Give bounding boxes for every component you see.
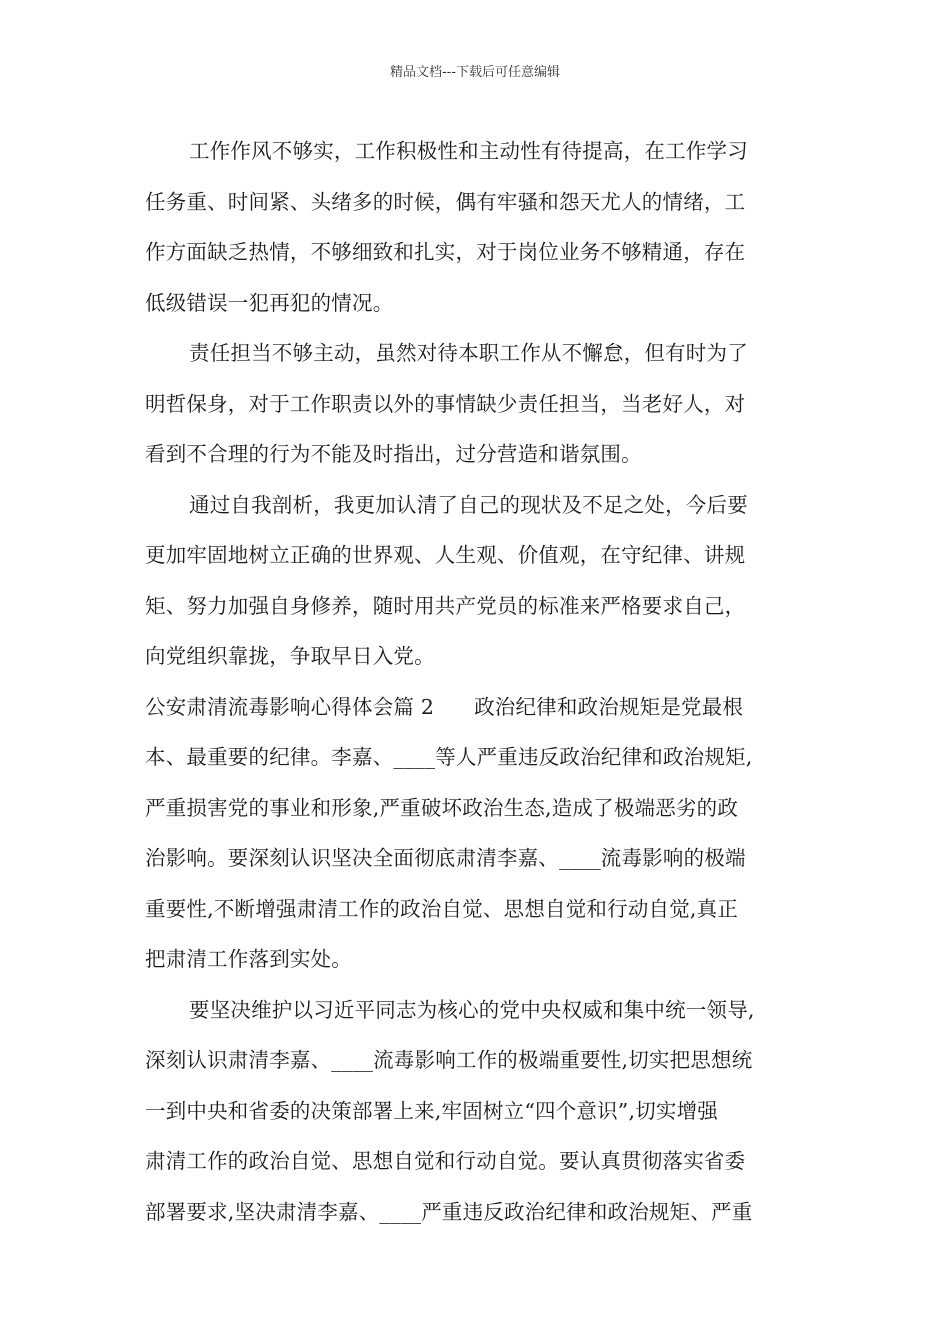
- paragraph-4-line-6: 把肃清工作落到实处。: [145, 947, 352, 971]
- paragraph-4-line-3: 严重损害党的事业和形象,严重破坏政治生态,造成了极端恶劣的政: [145, 795, 739, 820]
- paragraph-5-line-2: 深刻认识肃清李嘉、____流毒影响工作的极端重要性,切实把思想统: [145, 1048, 753, 1072]
- paragraph-5-line-1: 要坚决维护以习近平同志为核心的党中央权威和集中统一领导,: [189, 997, 755, 1022]
- paragraph-1-line-2: 任务重、时间紧、头绪多的时候，偶有牢骚和怨天尤人的情绪，工: [145, 189, 746, 214]
- paragraph-1-line-4: 低级错误一犯再犯的情况。: [145, 290, 394, 315]
- paragraph-3-line-4: 向党组织靠拢，争取早日入党。: [145, 644, 435, 668]
- paragraph-4-line-4: 治影响。要深刻认识坚决全面彻底肃清李嘉、____流毒影响的极端: [145, 846, 746, 870]
- paragraph-2-line-3: 看到不合理的行为不能及时指出，过分营造和谐氛围。: [145, 442, 642, 466]
- paragraph-3-line-1: 通过自我剖析，我更加认清了自己的现状及不足之处，今后要: [189, 492, 748, 517]
- section-heading: 公安肃清流毒影响心得体会篇 2: [145, 694, 435, 719]
- paragraph-1-line-1: 工作作风不够实，工作积极性和主动性有待提高，在工作学习: [189, 139, 748, 163]
- paragraph-1-line-3: 作方面缺乏热情，不够细致和扎实，对于岗位业务不够精通，存在: [145, 240, 746, 264]
- paragraph-5-line-4: 肃清工作的政治自觉、思想自觉和行动自觉。要认真贯彻落实省委: [145, 1149, 746, 1173]
- section-heading-line: [145, 682, 810, 733]
- paragraph-4-line-2: 本、最重要的纪律。李嘉、____等人严重违反政治纪律和政治规矩,: [145, 745, 753, 769]
- document-body: [145, 126, 810, 1237]
- page-header: 精品文档---下载后可任意编辑: [389, 65, 561, 80]
- paragraph-3-line-2: 更加牢固地树立正确的世界观、人生观、价值观，在守纪律、讲规: [145, 543, 746, 567]
- paragraph-2-line-2: 明哲保身，对于工作职责以外的事情缺少责任担当，当老好人，对: [145, 391, 746, 416]
- paragraph-4-line-5: 重要性,不断增强肃清工作的政治自觉、思想自觉和行动自觉,真正: [145, 896, 739, 921]
- paragraph-2-line-1: 责任担当不够主动，虽然对待本职工作从不懈怠，但有时为了: [189, 341, 748, 365]
- paragraph-4-line-1: 政治纪律和政治规矩是党最根: [474, 694, 744, 719]
- paragraph-5-line-5: 部署要求,坚决肃清李嘉、____严重违反政治纪律和政治规矩、严重: [145, 1199, 753, 1224]
- paragraph-5-line-3: 一到中央和省委的决策部署上来,牢固树立“四个意识”,切实增强: [145, 1098, 718, 1123]
- paragraph-3-line-3: 矩、努力加强自身修养，随时用共产党员的标准来严格要求自己，: [145, 593, 746, 618]
